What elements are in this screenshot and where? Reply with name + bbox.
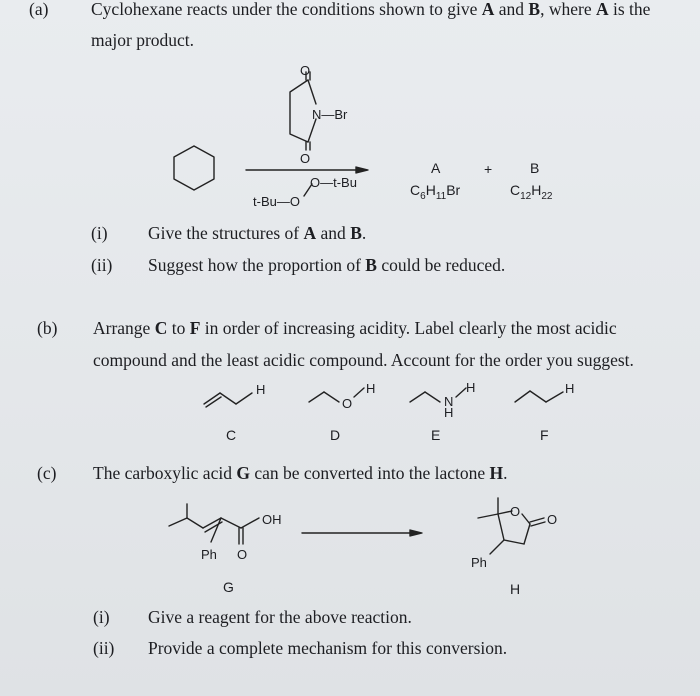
compound-d-hydrogen: H bbox=[366, 381, 376, 396]
part-c-q1-text: Give a reagent for the above reaction. bbox=[148, 607, 412, 627]
compound-c-hydrogen: H bbox=[256, 382, 266, 397]
compound-e-label: E bbox=[431, 427, 441, 443]
nbs-top-oxygen: O bbox=[300, 63, 311, 78]
peroxide-left-label: t-Bu—O bbox=[253, 194, 300, 209]
peroxide-bond bbox=[300, 182, 320, 202]
part-a-q2-number: (ii) bbox=[91, 255, 113, 275]
product-a-label: A bbox=[431, 160, 441, 176]
part-c-q2-text: Provide a complete mechanism for this conversion. bbox=[148, 638, 508, 658]
reaction-arrow-c bbox=[300, 527, 426, 539]
acid-g-label: G bbox=[223, 579, 234, 595]
product-b-formula: $C_{12}H_{22}$ bbox=[510, 182, 553, 202]
compound-f-hydrogen: H bbox=[565, 381, 575, 396]
compound-c-label: C bbox=[226, 427, 237, 443]
acid-g-oh: OH bbox=[262, 512, 282, 527]
nbs-nbr-label: N—Br bbox=[312, 107, 348, 122]
part-b-label: (b) bbox=[37, 318, 58, 338]
product-b-label: B bbox=[530, 160, 540, 176]
acid-g-structure bbox=[165, 500, 275, 550]
lactone-ring-oxygen: O bbox=[510, 504, 521, 519]
part-a-label: (a) bbox=[29, 0, 49, 19]
part-a-intro-line1: Cyclohexane reacts under the conditions shown to give A and B, where A is the bbox=[91, 0, 651, 19]
lactone-phenyl: Ph bbox=[471, 555, 487, 570]
part-c-q2-number: (ii) bbox=[93, 638, 115, 658]
plus-sign: + bbox=[484, 161, 493, 177]
part-b-line1: Arrange C to F in order of increasing acidity. Label clearly the most acidic bbox=[93, 318, 617, 338]
part-a-q1-text: Give the structures of A and B. bbox=[148, 223, 367, 243]
compound-e-structure bbox=[408, 388, 448, 410]
compound-d-oxygen: O bbox=[342, 396, 353, 411]
acid-g-carbonyl-oxygen: O bbox=[237, 547, 248, 562]
compound-d-structure bbox=[307, 388, 347, 410]
peroxide-right-label: O—t-Bu bbox=[310, 175, 357, 190]
part-a-q2-text: Suggest how the proportion of B could be reduced. bbox=[148, 255, 506, 275]
compound-e-n-hydrogen: H bbox=[444, 405, 454, 420]
part-c-line: The carboxylic acid G can be converted into the lactone H. bbox=[93, 463, 508, 483]
compound-d-label: D bbox=[330, 427, 341, 443]
part-c-q1-number: (i) bbox=[93, 607, 110, 627]
compound-c-structure bbox=[202, 385, 262, 409]
lactone-h-label: H bbox=[510, 581, 521, 597]
product-a-formula: $C_6H_{11}Br$ bbox=[410, 182, 461, 202]
nbs-bottom-oxygen: O bbox=[300, 151, 311, 166]
cyclohexane-structure bbox=[171, 143, 217, 193]
acid-g-phenyl: Ph bbox=[201, 547, 217, 562]
compound-f-label: F bbox=[540, 427, 549, 443]
part-c-label: (c) bbox=[37, 463, 57, 483]
part-b-line2: compound and the least acidic compound. Account for the order you suggest. bbox=[93, 350, 634, 370]
lactone-carbonyl-oxygen: O bbox=[547, 512, 558, 527]
part-a-q1-number: (i) bbox=[91, 223, 108, 243]
compound-e-hydrogen: H bbox=[466, 380, 476, 395]
compound-f-structure bbox=[513, 387, 573, 409]
compound-e-nitrogen: N bbox=[444, 394, 454, 409]
part-a-intro-line2: major product. bbox=[91, 30, 195, 50]
